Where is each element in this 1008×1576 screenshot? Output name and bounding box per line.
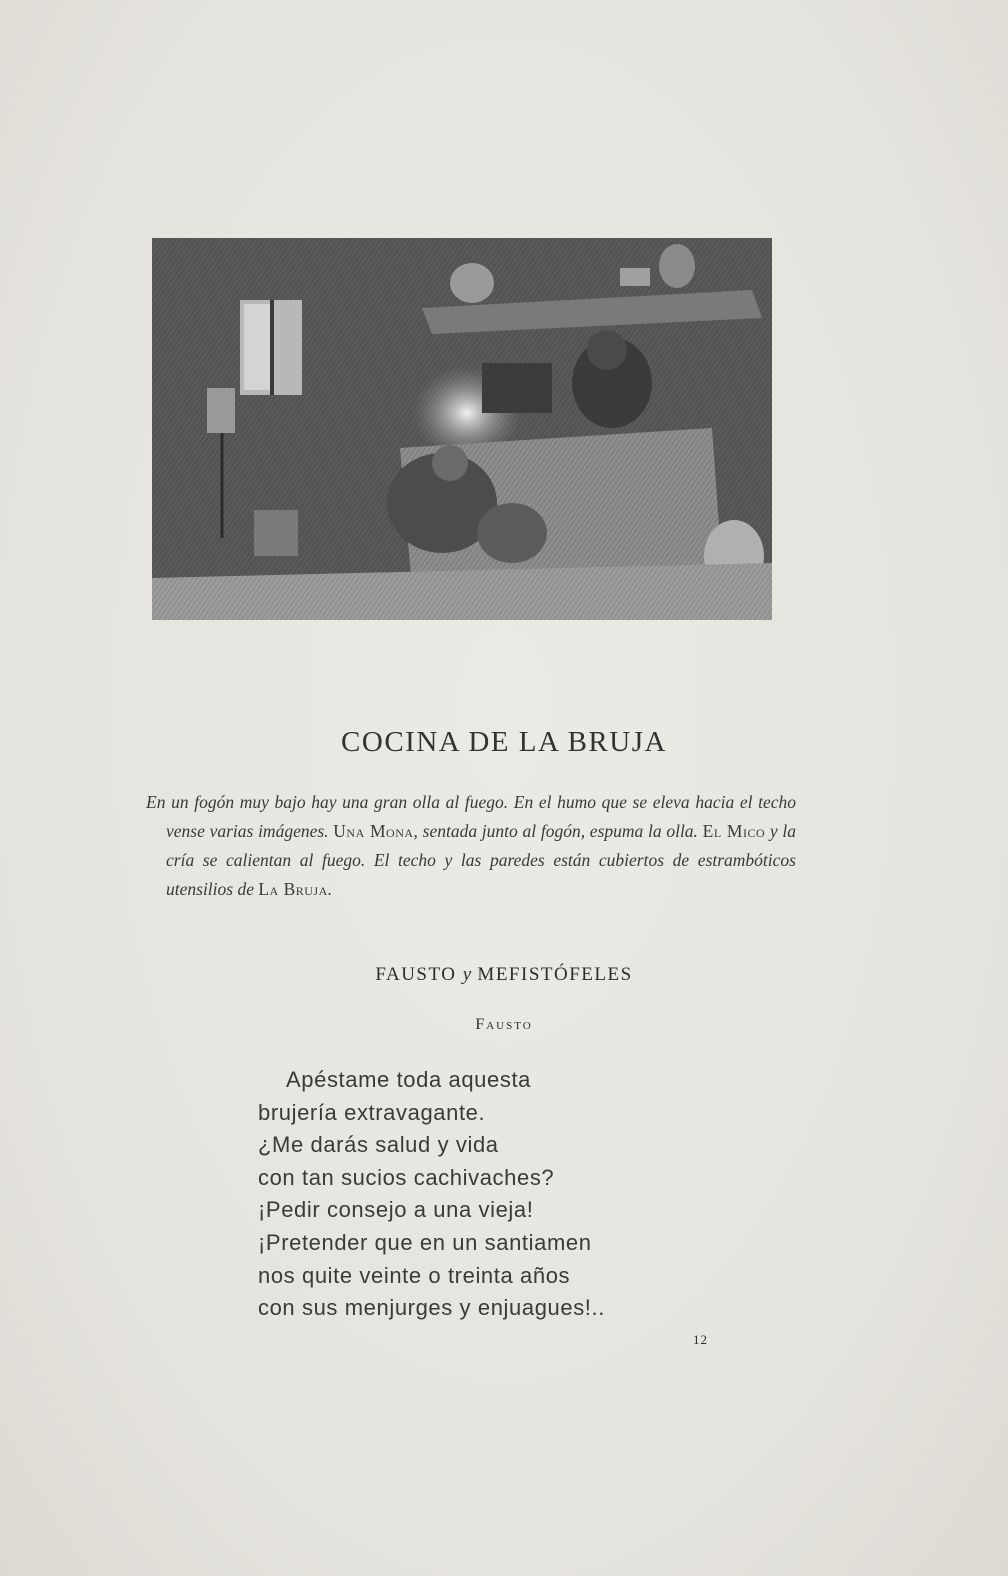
- character-fausto: FAUSTO: [375, 964, 457, 985]
- verse-line: con tan sucios cachivaches?: [258, 1164, 555, 1190]
- verse-line: Apéstame toda aquesta: [286, 1067, 531, 1092]
- stage-text-2: , sentada junto al fogón, espuma la olla.: [413, 821, 703, 841]
- scene-title: COCINA DE LA BRUJA: [341, 726, 667, 758]
- stage-text-4: .: [327, 879, 333, 899]
- witch-kitchen-illustration: [152, 238, 772, 620]
- stage-direction: [146, 788, 796, 904]
- verse-line: con sus menjurges y enjuagues!..: [258, 1295, 605, 1321]
- scene-characters: [0, 964, 1008, 986]
- verse-line: ¿Me darás salud y vida: [258, 1132, 499, 1158]
- verse-line: ¡Pedir consejo a una vieja!: [258, 1197, 534, 1223]
- verse-line: brujería extravagante.: [258, 1099, 486, 1125]
- verse-line: ¡Pretender que en un santiamen: [258, 1229, 592, 1255]
- page-number: 12: [693, 1332, 708, 1347]
- verse-line: nos quite veinte o treinta años: [258, 1262, 571, 1288]
- character-name-mico: El Mico: [702, 821, 766, 841]
- character-name-mona: Una Mona: [333, 821, 414, 841]
- character-name-bruja: La Bruja: [258, 879, 328, 899]
- conjunction: y: [462, 964, 472, 985]
- stage-text-1: En un fogón muy bajo hay una gran olla al fuego. En el humo que se eleva hacia el techo vense varias imágenes.: [146, 792, 796, 841]
- stage-text-3: y la cría se calientan al fuego. El techo y las paredes están cubiertos de estrambóticos utensilios de: [166, 821, 796, 899]
- verse-block: [258, 1064, 718, 1325]
- character-mefistofeles: MEFISTÓFELES: [477, 964, 633, 985]
- engraving-image: [152, 238, 772, 620]
- speaker-label: Fausto: [475, 1016, 533, 1033]
